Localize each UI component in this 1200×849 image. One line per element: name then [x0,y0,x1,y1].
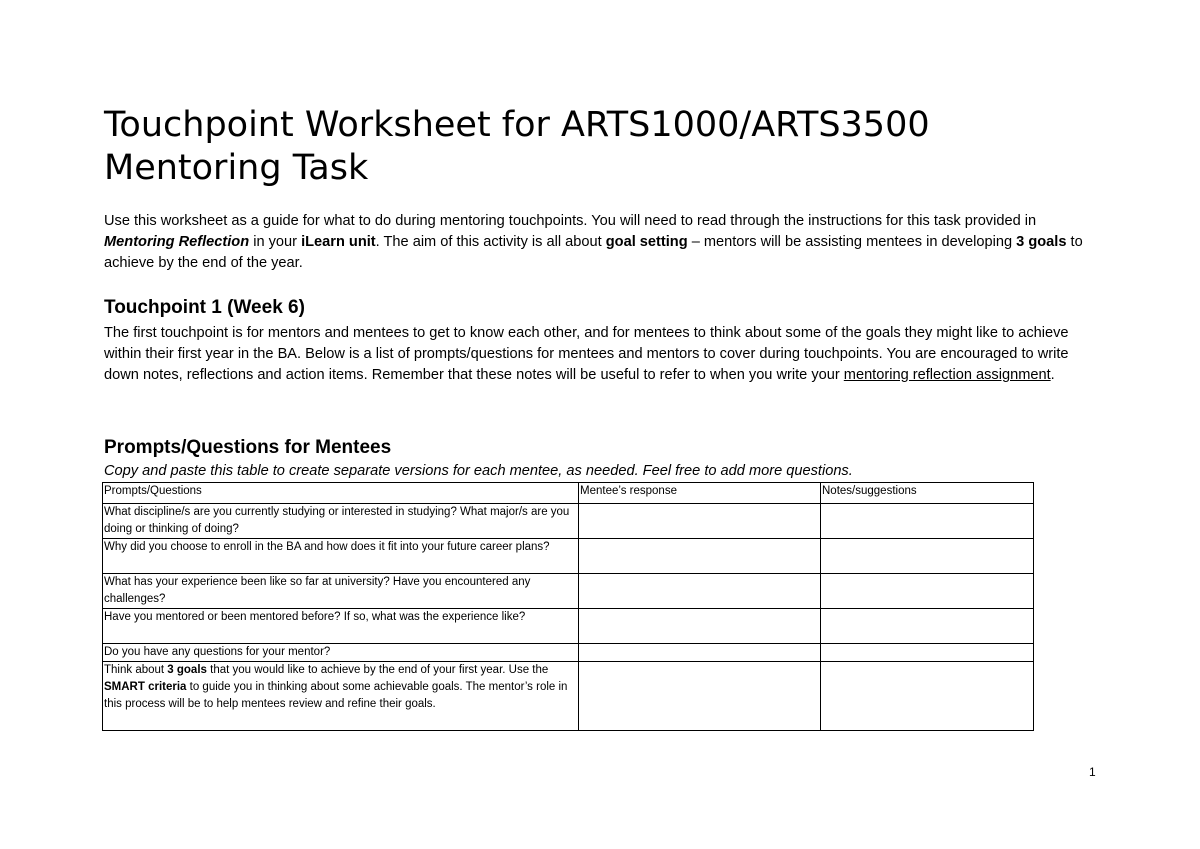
response-cell[interactable] [579,609,821,644]
question-cell: Why did you choose to enroll in the BA and how does it fit into your future career plans? [103,539,579,574]
question-cell: What has your experience been like so far at university? Have you encountered any challenges? [103,574,579,609]
notes-cell[interactable] [821,574,1034,609]
goal-question-text-1: Think about [104,664,168,676]
notes-cell[interactable] [821,609,1034,644]
response-cell[interactable] [579,504,821,539]
intro-text-3: . The aim of this activity is all about [375,234,606,250]
table-row [103,644,1034,662]
table-row [103,662,1034,731]
touchpoint-1-body [104,323,1104,386]
question-cell: What discipline/s are you currently studying or interested in studying? What major/s are you doing or thinking of doing? [103,504,579,539]
column-header-response: Mentee’s response [579,483,821,504]
touchpoint-1-text: The first touchpoint is for mentors and mentees to get to know each other, and for mentees to think about some of the goals they might like to achieve within their first year in the BA. Below is a list of prompts/questions for mentees and mentors to cover during touchpoints. You are encouraged to write down notes, reflections and action items. Remember that these notes will be useful to refer to when you write your [104,325,1069,383]
question-cell [103,662,579,731]
response-cell[interactable] [579,644,821,662]
page-number: 1 [1089,765,1096,779]
column-header-notes: Notes/suggestions [821,483,1034,504]
touchpoint-1-label: Touchpoint 1 [104,297,222,318]
touchpoint-1-week: (Week 6) [221,297,305,318]
goal-question-text-2: that you would like to achieve by the end of your first year. Use the [206,664,549,676]
notes-cell[interactable] [821,539,1034,574]
notes-cell[interactable] [821,644,1034,662]
table-row [103,609,1034,644]
notes-cell[interactable] [821,662,1034,731]
table-row [103,539,1034,574]
question-cell: Do you have any questions for your mentor? [103,644,579,662]
response-cell[interactable] [579,662,821,731]
goal-setting-term: goal setting [605,234,688,250]
intro-text-5: to achieve by the end of the year. [104,234,1083,271]
intro-text-4: – mentors will be assisting mentees in developing [687,234,1017,250]
prompts-heading: Prompts/Questions for Mentees [104,437,392,458]
three-goals-term: 3 goals [1016,234,1067,250]
column-header-prompts: Prompts/Questions [103,483,579,504]
notes-cell[interactable] [821,504,1034,539]
touchpoint-1-heading [104,296,305,320]
goal-question-text-3: to guide you in thinking about some achievable goals. The mentor’s role in this process will be to help mentees review and refine their goals. [104,681,568,710]
prompts-table [102,482,1034,731]
question-cell: Have you mentored or been mentored before? If so, what was the experience like? [103,609,579,644]
goal-question-bold-1: 3 goals [167,664,207,676]
mentoring-reflection-assignment-link[interactable]: mentoring reflection assignment [843,367,1051,383]
touchpoint-1-text-end: . [1050,367,1055,383]
page-title: Touchpoint Worksheet for ARTS1000/ARTS3500 Mentoring Task [104,105,930,188]
intro-paragraph [104,211,1104,274]
response-cell[interactable] [579,539,821,574]
ilearn-unit-ref: iLearn unit [301,234,376,250]
table-row [103,504,1034,539]
smart-criteria-term: SMART criteria [104,681,187,693]
prompts-note: Copy and paste this table to create separate versions for each mentee, as needed. Feel free to add more questions. [104,463,853,479]
mentoring-reflection-ref: Mentoring Reflection [104,234,250,250]
intro-text-2: in your [249,234,302,250]
response-cell[interactable] [579,574,821,609]
table-row [103,574,1034,609]
table-header-row [103,483,1034,504]
intro-text-1: Use this worksheet as a guide for what to do during mentoring touchpoints. You will need to read through the instructions for this task provided in [104,213,1037,229]
